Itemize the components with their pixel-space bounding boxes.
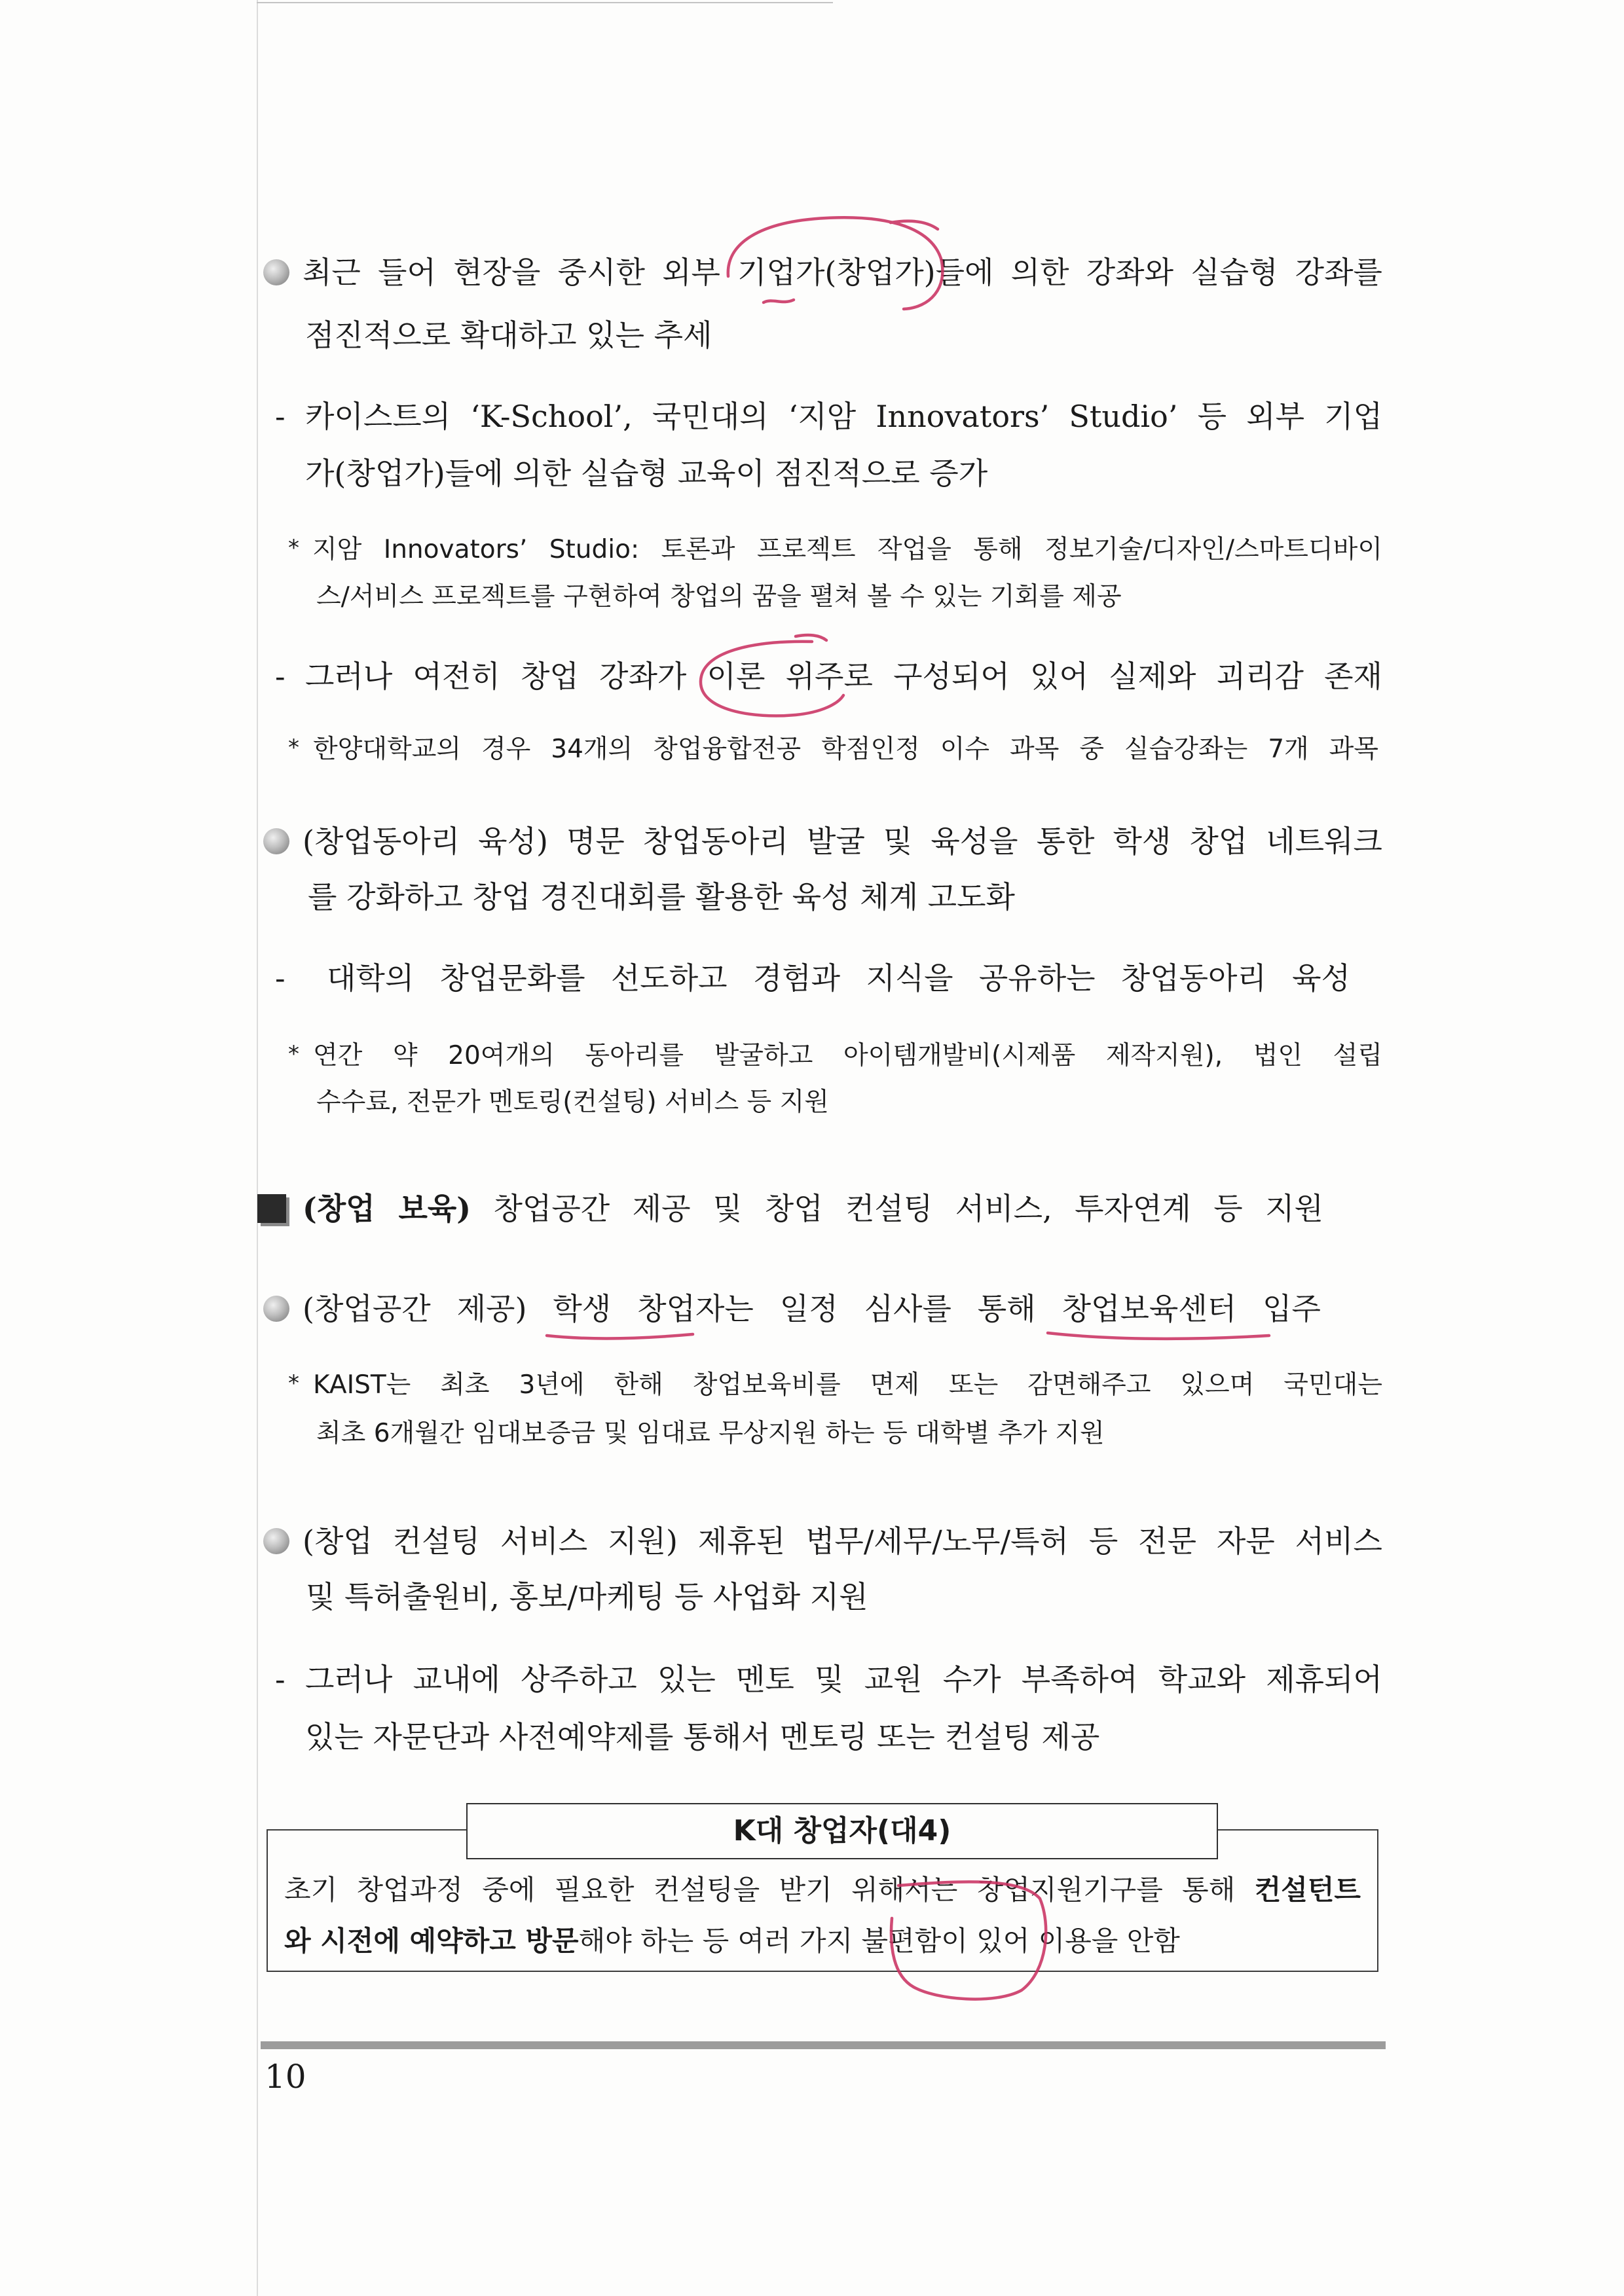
section-heading-label: (창업 보육): [303, 1191, 471, 1226]
item4-sub1-line-1: 그러나 교내에 상주하고 있는 멘토 및 교원 수가 부족하여 학교와 제휴되어: [305, 1662, 1382, 1697]
dash-marker: -: [275, 399, 286, 434]
dash-marker: -: [275, 659, 286, 694]
pen-dot-mark: [764, 300, 794, 302]
pen-tick-mark: [891, 221, 938, 229]
asterisk-marker: *: [288, 735, 299, 761]
item1-note2-line-1: 한양대학교의 경우 34개의 창업융합전공 학점인정 이수 과목 중 실습강좌는 7개 과목: [313, 735, 1378, 764]
page-number: 10: [265, 2058, 306, 2096]
asterisk-marker: *: [288, 535, 299, 561]
item2-line-2: 를 강화하고 창업 경진대회를 활용한 육성 체계 고도화: [308, 879, 1015, 915]
item4-sub1-line-2: 있는 자문단과 사전예약제를 통해서 멘토링 또는 컨설팅 제공: [305, 1719, 1100, 1755]
quote-line-1-text: 초기 창업과정 중에 필요한 컨설팅을 받기 위해서는 창업지원기구를 통해: [284, 1874, 1255, 1906]
item2-note1-line-2: 수수료, 전문가 멘토링(컨설팅) 서비스 등 지원: [316, 1087, 829, 1117]
interview-quote-line-2: [284, 1922, 1361, 1961]
shaded-circle-bullet-icon: [263, 1528, 289, 1554]
shaded-circle-bullet-icon: [263, 828, 289, 854]
dash-marker: -: [275, 960, 286, 996]
item1-sub1-line-2: 가(창업가)들에 의한 실습형 교육이 점진적으로 증가: [305, 456, 988, 491]
item2-line-1: (창업동아리 육성) 명문 창업동아리 발굴 및 육성을 통한 학생 창업 네트워크: [303, 824, 1382, 859]
item1-line-2: 점진적으로 확대하고 있는 추세: [305, 318, 712, 353]
item1-sub1-line-1: 카이스트의 ‘K-School’, 국민대의 ‘지암 Innovators’ Studio’ 등 외부 기업: [305, 399, 1382, 434]
asterisk-marker: *: [288, 1370, 299, 1396]
section-heading-text: 창업공간 제공 및 창업 컨설팅 서비스, 투자연계 등 지원: [493, 1191, 1323, 1226]
quote-line-1-emphasis: 컨설턴트: [1254, 1874, 1361, 1906]
pen-underline-mark: [547, 1334, 693, 1338]
quote-line-2-emphasis: 와 시전에 예약하고 방문: [284, 1925, 579, 1957]
item1-line-1: 최근 들어 현장을 중시한 외부 기업가(창업가)들에 의한 강좌와 실습형 강좌를: [303, 255, 1382, 290]
item4-line-2: 및 특허출원비, 홍보/마케팅 등 사업화 지원: [306, 1579, 868, 1614]
footer-rule: [261, 2041, 1386, 2049]
shaded-circle-bullet-icon: [263, 1296, 289, 1322]
item3-note1-line-1: KAIST는 최초 3년에 한해 창업보육비를 면제 또는 감면해주고 있으며 국민대는: [313, 1370, 1382, 1400]
item1-note1-line-2: 스/서비스 프로젝트를 구현하여 창업의 꿈을 펼쳐 볼 수 있는 기회를 제공: [316, 582, 1122, 611]
section-heading-line: [303, 1188, 1323, 1230]
item3-line-1: (창업공간 제공) 학생 창업자는 일정 심사를 통해 창업보육센터 입주: [303, 1291, 1321, 1326]
item1-sub2-line-1: 그러나 여전히 창업 강좌가 이론 위주로 구성되어 있어 실제와 괴리감 존재: [305, 659, 1382, 694]
shaded-square-bullet-icon: [257, 1194, 286, 1223]
asterisk-marker: *: [288, 1041, 299, 1067]
scan-top-line: [257, 2, 833, 3]
shaded-circle-bullet-icon: [263, 259, 289, 285]
item2-note1-line-1: 연간 약 20여개의 동아리를 발굴하고 아이템개발비(시제품 제작지원), 법인 설립: [313, 1041, 1382, 1070]
item4-line-1: (창업 컨설팅 서비스 지원) 제휴된 법무/세무/노무/특허 등 전문 자문 서비스: [303, 1523, 1382, 1559]
dash-marker: -: [275, 1662, 286, 1697]
pen-tick-mark: [796, 635, 826, 640]
item1-note1-line-1: 지암 Innovators’ Studio: 토론과 프로젝트 작업을 통해 정보기술/디자인/스마트디바이: [312, 535, 1382, 564]
pen-underline-mark: [1048, 1333, 1269, 1339]
interview-quote-title: K대 창업자(대4): [466, 1803, 1218, 1859]
quote-line-2-text: 해야 하는 등 여러 가지 불편함이 있어 이용을 안함: [578, 1925, 1180, 1957]
scan-edge-line: [257, 0, 258, 2296]
item2-sub1-line-1: 대학의 창업문화를 선도하고 경험과 지식을 공유하는 창업동아리 육성: [327, 960, 1350, 996]
interview-quote-line-1: [284, 1870, 1361, 1910]
item3-note1-line-2: 최초 6개월간 임대보증금 및 임대료 무상지원 하는 등 대학별 추가 지원: [316, 1419, 1105, 1448]
